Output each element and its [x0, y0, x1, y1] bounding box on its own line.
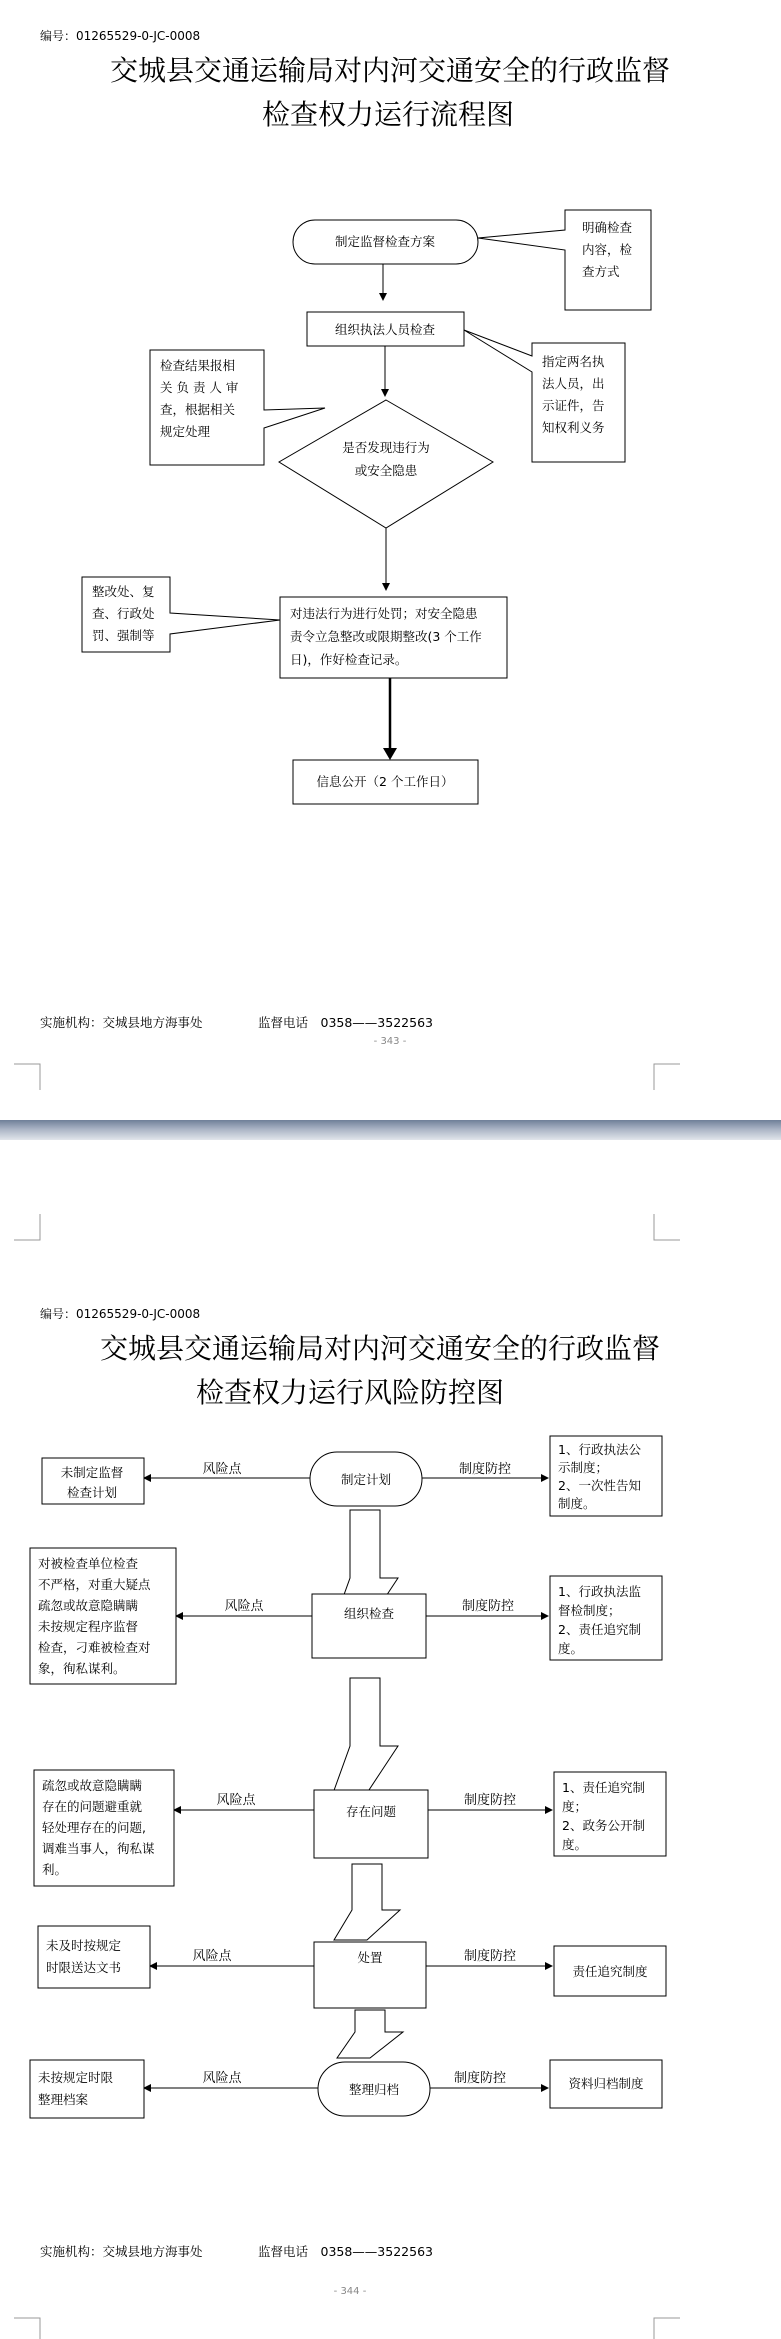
risk-box-archive-line1: 未按规定时限 — [38, 2070, 114, 2085]
flow-node-organize — [307, 312, 464, 346]
control-box-issue-line4: 度。 — [562, 1837, 588, 1852]
control-box-organize-line3: 2、责任追究制 — [558, 1622, 641, 1637]
flow-node-handle — [280, 597, 507, 678]
crop-mark — [14, 1214, 40, 1240]
control-box-dispose-line1: 责任追究制度 — [572, 1964, 648, 1979]
flow-node-plan-label: 制定监督检查方案 — [334, 234, 436, 249]
risk-box-issue-line5: 利。 — [42, 1862, 68, 1877]
step-organize-label: 组织检查 — [343, 1606, 395, 1621]
note-report-line4: 规定处理 — [160, 424, 211, 439]
footer-phone: 监督电话 0358——3522563 — [258, 2244, 433, 2259]
flow-node-decision-line1: 是否发现违行为 — [342, 440, 430, 455]
page-title-line1: 交城县交通运输局对内河交通安全的行政监督 — [109, 54, 671, 87]
note-report-line1: 检查结果报相 — [160, 358, 236, 373]
risk-box-organize-line2: 不严格，对重大疑点 — [38, 1577, 151, 1592]
note-plan-line2: 内容，检 — [582, 242, 633, 257]
risk-box-dispose — [38, 1926, 150, 1988]
page-number: - 344 - — [333, 2286, 367, 2297]
control-box-organize — [550, 1576, 662, 1660]
crop-mark — [654, 2318, 680, 2339]
risk-box-organize-line6: 象，徇私谋利。 — [38, 1661, 126, 1676]
step-dispose-label: 处置 — [357, 1950, 383, 1965]
step-dispose — [314, 1942, 426, 2008]
flow-node-handle-line2: 责令立急整改或限期整改(3 个工作 — [290, 629, 482, 644]
hollow-arrow-3 — [334, 1864, 400, 1940]
risk-box-organize-line4: 未按规定程序监督 — [38, 1619, 139, 1634]
risk-box-organize-line5: 检查，刁难被检查对 — [38, 1640, 151, 1655]
control-box-issue-line3: 2、政务公开制 — [562, 1818, 645, 1833]
risk-label-2: 风险点 — [224, 1599, 264, 1614]
footer-phone: 监督电话 0358——3522563 — [258, 1015, 433, 1030]
note-report-line3: 查，根据相关 — [160, 402, 236, 417]
control-label-3: 制度防控 — [463, 1793, 517, 1808]
control-box-issue — [554, 1772, 666, 1856]
control-box-issue-line2: 度； — [562, 1799, 588, 1814]
risk-control-canvas — [0, 1140, 781, 2339]
step-issue-label: 存在问题 — [345, 1804, 397, 1819]
crop-mark — [654, 1214, 680, 1240]
risk-label-3: 风险点 — [216, 1793, 256, 1808]
note-plan — [478, 210, 651, 310]
risk-box-organize-line1: 对被检查单位检查 — [38, 1556, 139, 1571]
step-archive-label: 整理归档 — [348, 2082, 400, 2097]
risk-box-archive — [30, 2060, 144, 2118]
page-title-line1: 交城县交通运输局对内河交通安全的行政监督 — [99, 1332, 661, 1365]
risk-box-plan-line2: 检查计划 — [66, 1485, 118, 1500]
note-report — [150, 350, 325, 465]
risk-box-issue — [34, 1770, 174, 1886]
flow-node-decision-line2: 或安全隐患 — [354, 463, 418, 478]
risk-box-issue-line3: 轻处理存在的问题, — [42, 1820, 146, 1835]
hollow-arrow-2 — [332, 1678, 398, 1796]
control-box-plan-line2: 示制度； — [558, 1460, 609, 1475]
arrow-head-publish — [383, 748, 397, 760]
control-box-organize-line2: 督检制度； — [558, 1603, 621, 1618]
control-box-archive-line1: 资料归档制度 — [568, 2076, 644, 2091]
flow-node-handle-line1: 对违法行为进行处罚；对安全隐患 — [290, 606, 478, 621]
risk-box-archive-line2: 整理档案 — [38, 2092, 89, 2107]
note-rectify-line1: 整改处、复 — [92, 584, 155, 599]
risk-label-5: 风险点 — [202, 2071, 242, 2086]
hollow-arrow-4 — [337, 2010, 403, 2058]
flow-node-organize-label: 组织执法人员检查 — [334, 322, 436, 337]
control-box-plan-line4: 制度。 — [558, 1496, 596, 1511]
page-title-line2: 检查权力运行风险防控图 — [195, 1376, 505, 1409]
flow-node-handle-line3: 日)，作好检查记录。 — [290, 652, 408, 667]
control-box-organize-line4: 度。 — [558, 1641, 584, 1656]
note-inspectors-line3: 示证件，告 — [542, 398, 605, 413]
document-serial: 编号：01265529-0-JC-0008 — [40, 29, 201, 43]
risk-box-organize-line3: 疏忽或故意隐瞒瞒 — [38, 1598, 139, 1613]
note-rectify — [82, 577, 280, 652]
control-label-4: 制度防控 — [463, 1949, 517, 1964]
control-box-organize-line1: 1、行政执法监 — [558, 1584, 641, 1599]
risk-box-dispose-line2: 时限送达文书 — [46, 1960, 122, 1975]
crop-mark — [14, 1064, 40, 1090]
note-inspectors-line4: 知权利义务 — [542, 420, 605, 435]
note-inspectors-line2: 法人员，出 — [542, 376, 605, 391]
footer-agency: 实施机构：交城县地方海事处 — [40, 2244, 203, 2259]
risk-label-4: 风险点 — [192, 1949, 232, 1964]
note-inspectors — [464, 330, 625, 462]
crop-mark — [14, 2318, 40, 2339]
flow-node-decision — [279, 400, 493, 528]
note-rectify-line3: 罚、强制等 — [92, 628, 155, 643]
crop-mark — [654, 1064, 680, 1090]
flow-node-publish-label: 信息公开（2 个工作日） — [316, 774, 454, 789]
step-archive — [318, 2062, 430, 2116]
footer-agency: 实施机构：交城县地方海事处 — [40, 1015, 203, 1030]
risk-box-plan — [42, 1458, 144, 1504]
page-number: - 343 - — [373, 1036, 407, 1047]
note-inspectors-line1: 指定两名执 — [542, 354, 605, 369]
control-label-2: 制度防控 — [461, 1599, 515, 1614]
flowchart-page — [0, 0, 781, 1120]
control-box-plan-line1: 1、行政执法公 — [558, 1442, 641, 1457]
risk-control-page — [0, 1140, 781, 2339]
page-title-line2: 检查权力运行流程图 — [261, 98, 515, 131]
note-rectify-line2: 查、行政处 — [92, 606, 155, 621]
flow-node-publish — [293, 760, 478, 804]
risk-box-plan-line1: 未制定监督 — [60, 1465, 124, 1480]
control-box-dispose — [554, 1946, 666, 1996]
step-plan — [310, 1452, 422, 1506]
note-plan-line1: 明确检查 — [582, 220, 633, 235]
step-issue — [314, 1790, 428, 1858]
note-plan-line3: 查方式 — [582, 264, 620, 279]
control-box-issue-line1: 1、责任追究制 — [562, 1780, 645, 1795]
risk-label-1: 风险点 — [202, 1462, 242, 1477]
flowchart-canvas — [0, 0, 781, 1120]
risk-box-dispose-line1: 未及时按规定 — [46, 1938, 122, 1953]
page-separator — [0, 1120, 781, 1140]
control-label-1: 制度防控 — [458, 1462, 512, 1477]
control-box-archive — [550, 2060, 662, 2108]
document-serial: 编号：01265529-0-JC-0008 — [40, 1307, 201, 1321]
control-box-plan-line3: 2、一次性告知 — [558, 1478, 641, 1493]
note-report-line2: 关 负 责 人 审 — [160, 380, 239, 395]
step-plan-label: 制定计划 — [340, 1472, 392, 1487]
step-organize — [312, 1594, 426, 1658]
flow-node-plan — [293, 220, 478, 264]
risk-box-organize — [30, 1548, 176, 1684]
control-label-5: 制度防控 — [453, 2071, 507, 2086]
control-box-plan — [550, 1436, 662, 1516]
risk-box-issue-line1: 疏忽或故意隐瞒瞒 — [42, 1778, 143, 1793]
risk-box-issue-line4: 调难当事人，徇私谋 — [42, 1841, 155, 1856]
risk-box-issue-line2: 存在的问题避重就 — [42, 1799, 143, 1814]
